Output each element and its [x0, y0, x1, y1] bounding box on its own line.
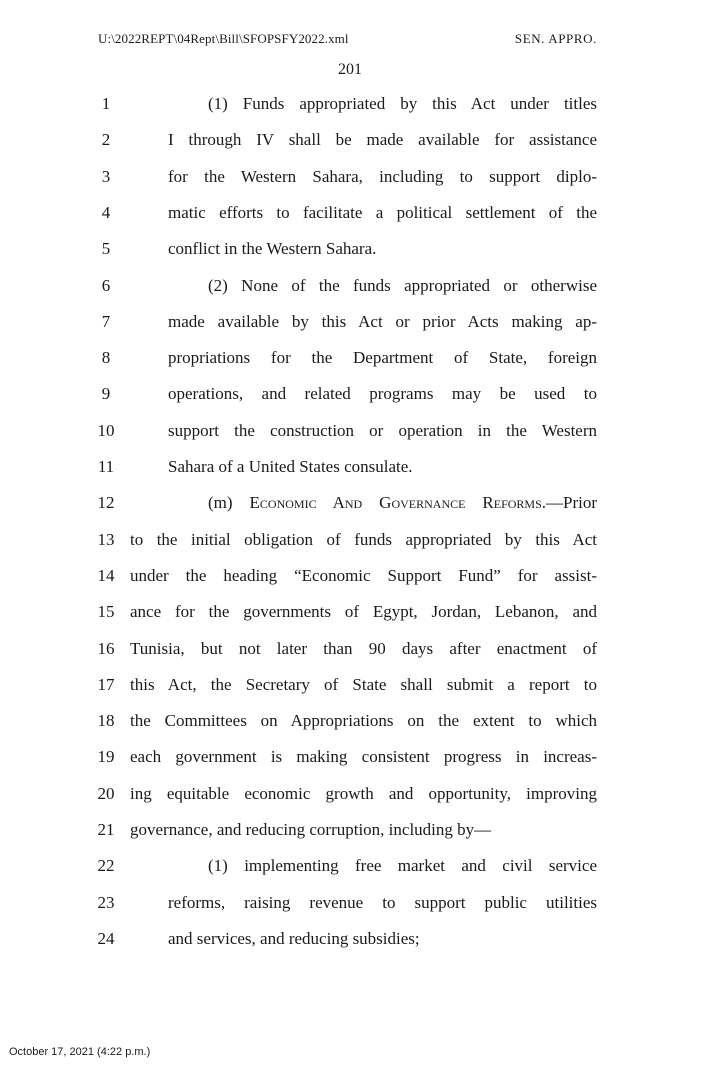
line-number: 19 — [97, 747, 115, 767]
line-number: 17 — [97, 674, 115, 694]
line-text: ing equitable economic growth and opportunity, improving — [130, 783, 597, 803]
line-number: 23 — [97, 892, 115, 912]
line-number: 3 — [101, 166, 111, 186]
line-number: 21 — [97, 820, 115, 839]
line-number: 12 — [97, 493, 115, 513]
line-number: 6 — [101, 275, 111, 295]
page-number: 201 — [338, 61, 362, 78]
line-number: 2 — [101, 130, 111, 150]
timestamp-footer: October 17, 2021 (4:22 p.m.) — [9, 1046, 151, 1058]
line-number: 7 — [101, 311, 111, 331]
line-text: this Act, the Secretary of State shall submit a report to — [130, 674, 597, 694]
file-path-header: U:\2022REPT\04Rept\Bill\SFOPSFY2022.xml — [98, 31, 349, 46]
line-number: 1 — [101, 94, 111, 113]
line-text: (2) None of the funds appropriated or otherwise — [208, 275, 597, 295]
line-text: Sahara of a United States consulate. — [168, 457, 413, 476]
line-text: the Committees on Appropriations on the extent to which — [130, 711, 597, 731]
line-number: 11 — [97, 457, 115, 476]
line-text: for the Western Sahara, including to support diplo- — [168, 166, 597, 186]
line-text: (1) Funds appropriated by this Act under titles — [208, 94, 597, 113]
line-text: and services, and reducing subsidies; — [168, 928, 420, 948]
line-text: support the construction or operation in the Western — [168, 420, 597, 440]
line-text: (m) Economic And Governance Reforms.—Prior — [208, 493, 598, 513]
line-number: 24 — [97, 928, 115, 948]
line-text: matic efforts to facilitate a political settlement of the — [168, 202, 597, 222]
line-number: 8 — [101, 348, 111, 368]
section-heading-smallcaps: Economic And Governance Reforms — [249, 493, 542, 513]
line-text: propriations for the Department of State, foreign — [168, 348, 597, 368]
line-text: reforms, raising revenue to support public utilities — [168, 892, 597, 912]
line-text: each government is making consistent progress in increas- — [130, 747, 597, 767]
line-text: made available by this Act or prior Acts making ap- — [168, 311, 597, 331]
line-number: 20 — [97, 783, 115, 803]
line-number: 16 — [97, 638, 115, 658]
committee-label: SEN. APPRO. — [514, 31, 597, 46]
line-number: 14 — [97, 565, 115, 585]
line-number: 9 — [101, 384, 111, 404]
line-number: 22 — [97, 856, 115, 876]
line-number: 18 — [97, 711, 115, 731]
line-number: 10 — [97, 420, 115, 440]
line-number: 15 — [97, 602, 115, 622]
line-text: Tunisia, but not later than 90 days after enactment of — [130, 638, 597, 658]
line-text: (1) implementing free market and civil service — [208, 856, 597, 876]
line-text: I through IV shall be made available for assistance — [168, 130, 597, 150]
line-text: governance, and reducing corruption, including by— — [130, 820, 492, 839]
line-number: 4 — [101, 202, 111, 222]
line-number: 13 — [97, 529, 115, 549]
line-text: operations, and related programs may be used to — [168, 384, 597, 404]
line-text: conflict in the Western Sahara. — [168, 239, 377, 259]
line-text: to the initial obligation of funds appropriated by this Act — [130, 529, 597, 549]
line-text: ance for the governments of Egypt, Jordan, Lebanon, and — [130, 602, 597, 622]
line-text: under the heading “Economic Support Fund” for assist- — [130, 565, 597, 585]
line-number: 5 — [101, 239, 111, 259]
